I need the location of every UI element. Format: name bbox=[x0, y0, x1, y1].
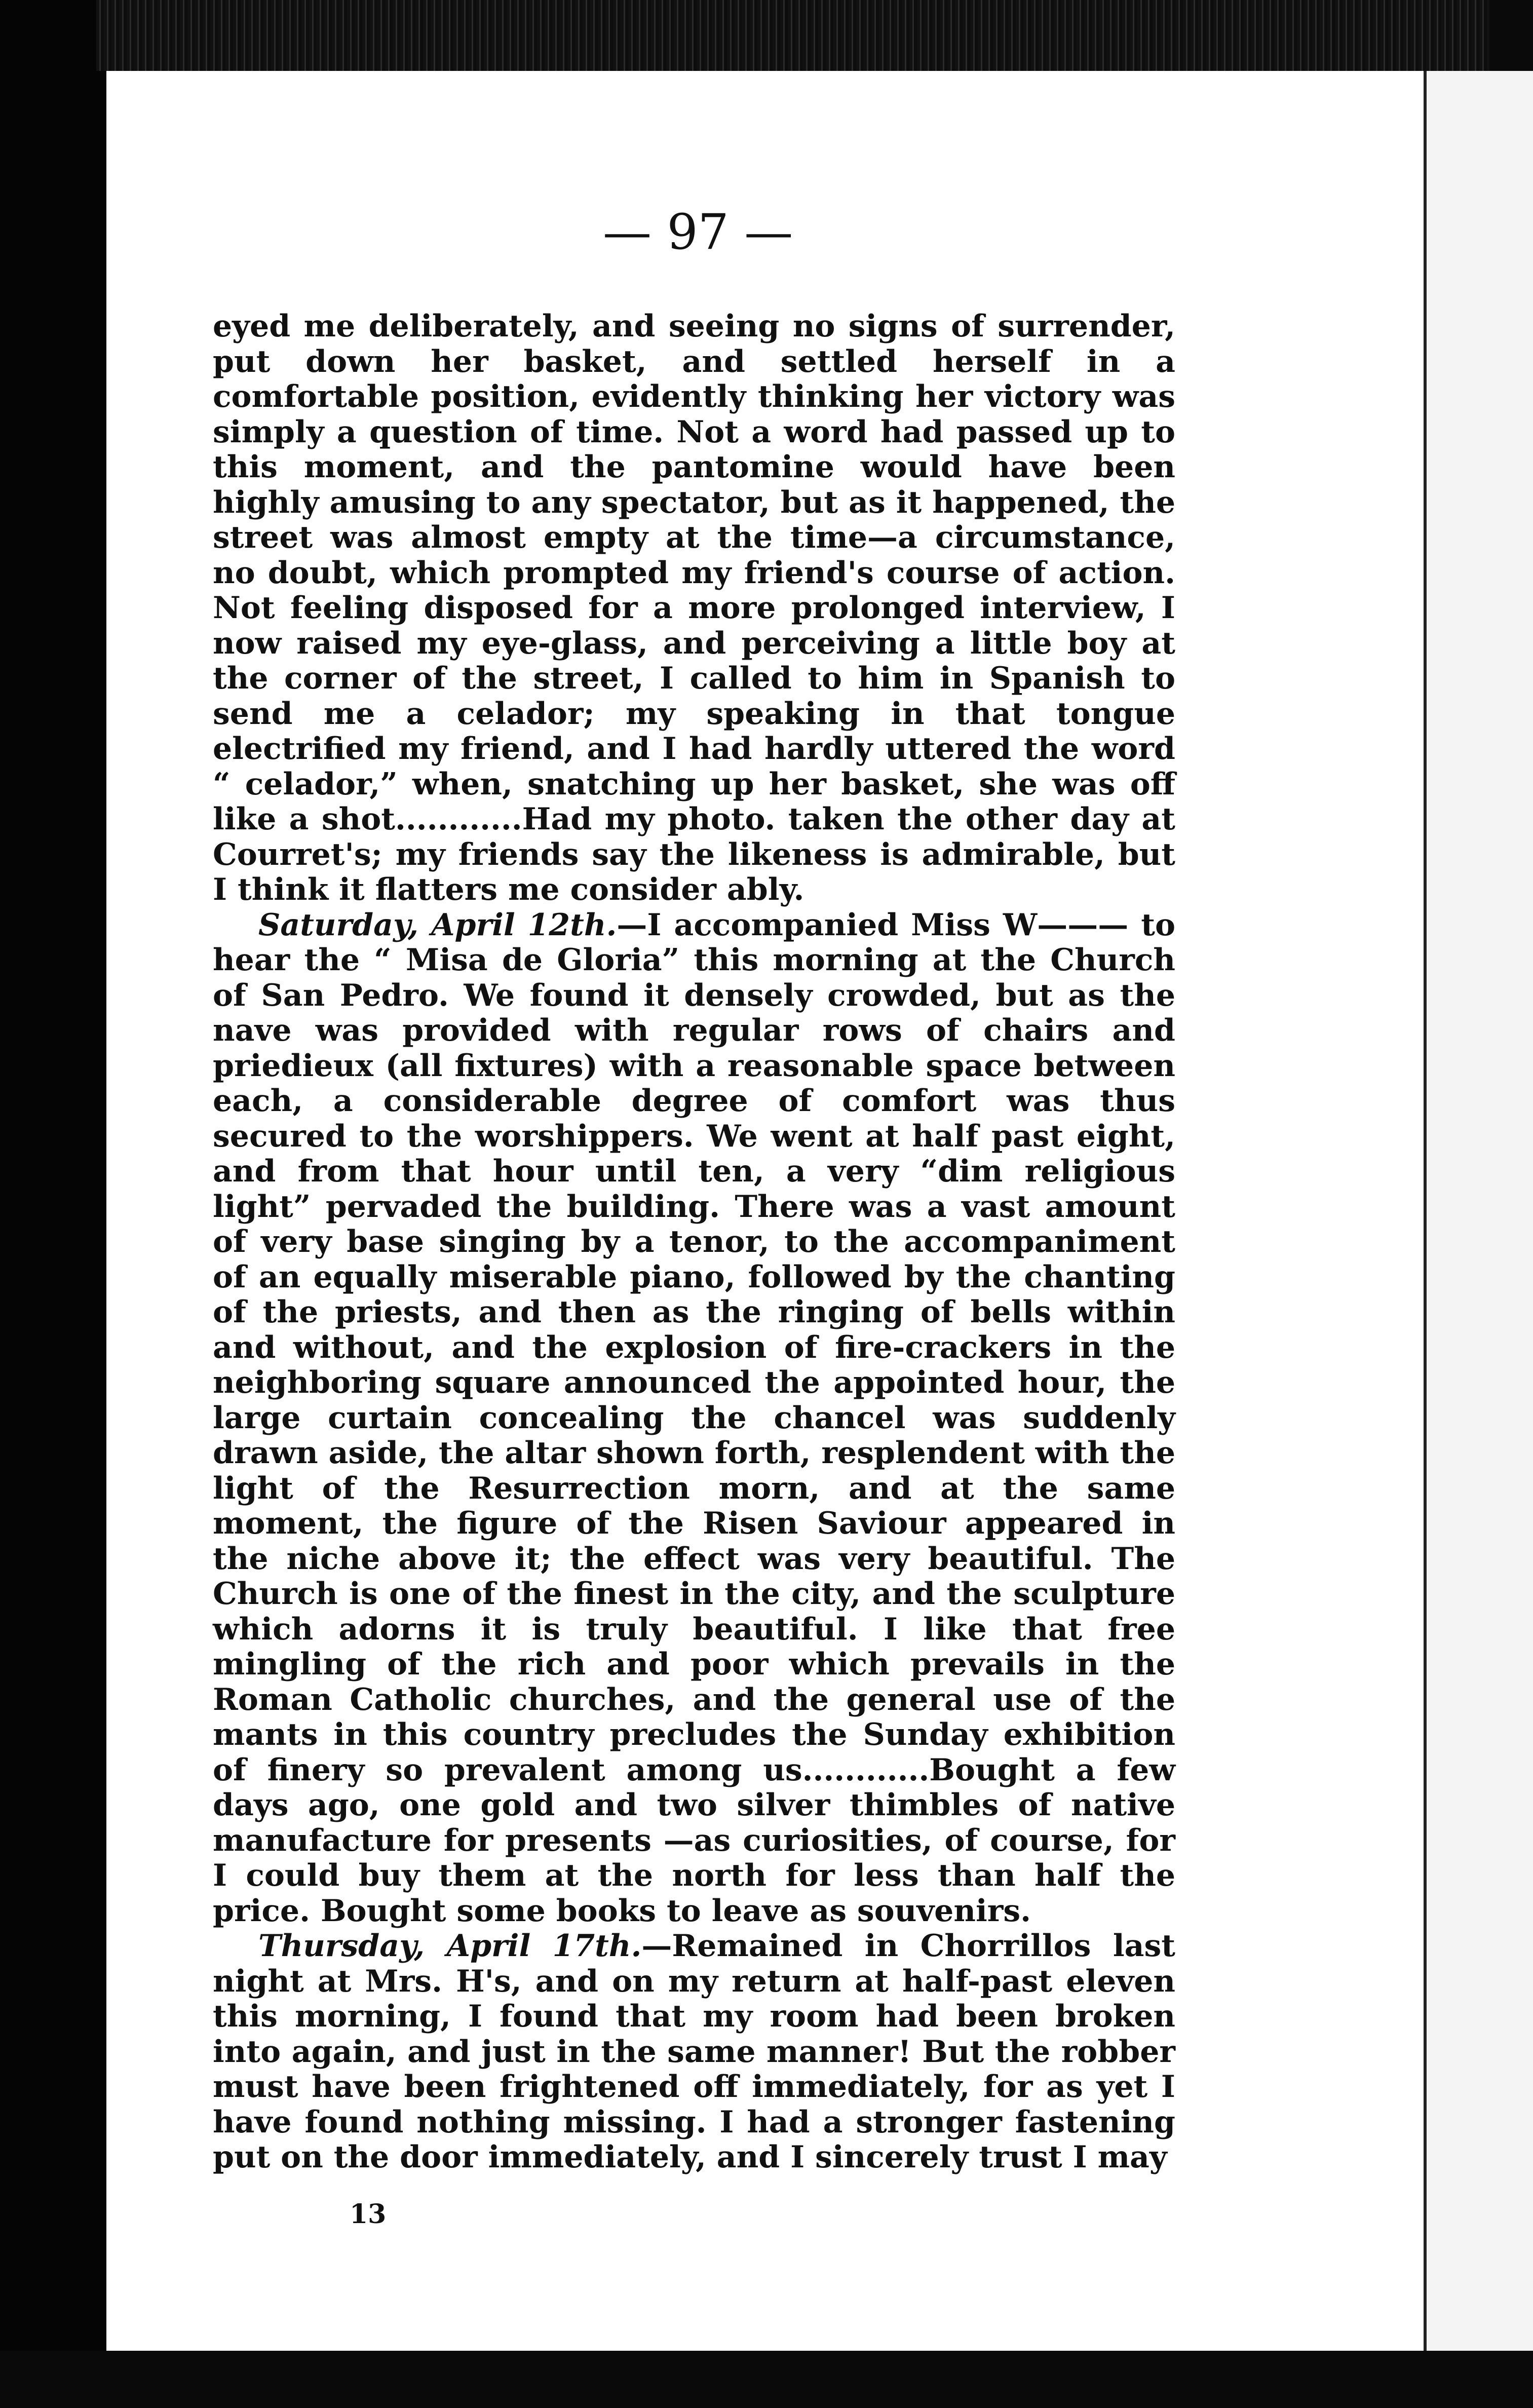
printer-signature-mark: 13 bbox=[350, 2199, 387, 2230]
page-body-text bbox=[213, 309, 1175, 2175]
page-number: — 97 — bbox=[603, 204, 793, 260]
paragraph-2 bbox=[213, 908, 1175, 1929]
scan-bottom-margin bbox=[0, 2351, 1533, 2408]
paragraph-text: —Remained in Chorrillos last night at Mrs. H's, and on my return at half-past eleven this morning, I found that my room had been broken into again, and just in the same manner! But the robber must have been frightened off immediately, for as yet I have found nothing missing. I had a stronger fastening put on the door immediately, and I sincerely trust I may bbox=[213, 1928, 1175, 2175]
scan-left-margin bbox=[0, 0, 106, 2408]
paragraph-3 bbox=[213, 1929, 1175, 2175]
paragraph-text: eyed me deliberately, and seeing no signs of surrender, put down her basket, and settled herself in a comfortable position, evidently thinking her victory was simply a question of time. Not a word had passed up to this moment, and the pantomine would have been highly amusing to any spectator, but as it happened, the street was almost empty at the time—a circumstance, no doubt, which prompted my friend's course of action. Not feeling disposed for a more prolonged interview, I now raised my eye-glass, and perceiving a little boy at the corner of the street, I called to him in Spanish to send me a celador; my speaking in that tongue electrified my friend, and I had hardly uttered the word “ celador,” when, snatching up her basket, she was off like a shot............Had my photo. taken the other day at Courret's; my friends say the likeness is admirable, but I think it flatters me consider ably. bbox=[213, 309, 1175, 907]
paragraph-1 bbox=[213, 309, 1175, 908]
paragraph-text: —I accompanied Miss W——— to hear the “ Misa de Gloria” this morning at the Church of San Pedro. We found it densely crowded, but as the nave was provided with regular rows of chairs and priedieux (all fixtures) with a reasonable space between each, a considerable degree of comfort was thus secured to the worshippers. We went at half past eight, and from that hour until ten, a very “dim religious light” pervaded the building. There was a vast amount of very base singing by a tenor, to the accompaniment of an equally miserable piano, followed by the chanting of the priests, and then as the ringing of bells within and without, and the explosion of fire-crackers in the neighboring square announced the appointed hour, the large curtain concealing the chancel was suddenly drawn aside, the altar shown forth, resplendent with the light of the Resurrection morn, and at the same moment, the figure of the Risen Saviour appeared in the niche above it; the effect was very beautiful. The Church is one of the finest in the city, and the sculpture which adorns it is truly beautiful. I like that free mingling of the rich and poor which prevails in the Roman Catholic churches, and the general use of the mants in this country precludes the Sunday exhibition of finery so prevalent among us............Bought a few days ago, one gold and two silver thimbles of native manufacture for presents —as curiosities, of course, for I could buy them at the north for less than half the price. Bought some books to leave as souvenirs. bbox=[213, 907, 1175, 1929]
scan-right-margin bbox=[1424, 71, 1533, 2351]
diary-date: Thursday, April 17th. bbox=[258, 1928, 642, 1964]
scan-top-edge bbox=[96, 0, 1489, 71]
diary-date: Saturday, April 12th. bbox=[258, 907, 617, 943]
